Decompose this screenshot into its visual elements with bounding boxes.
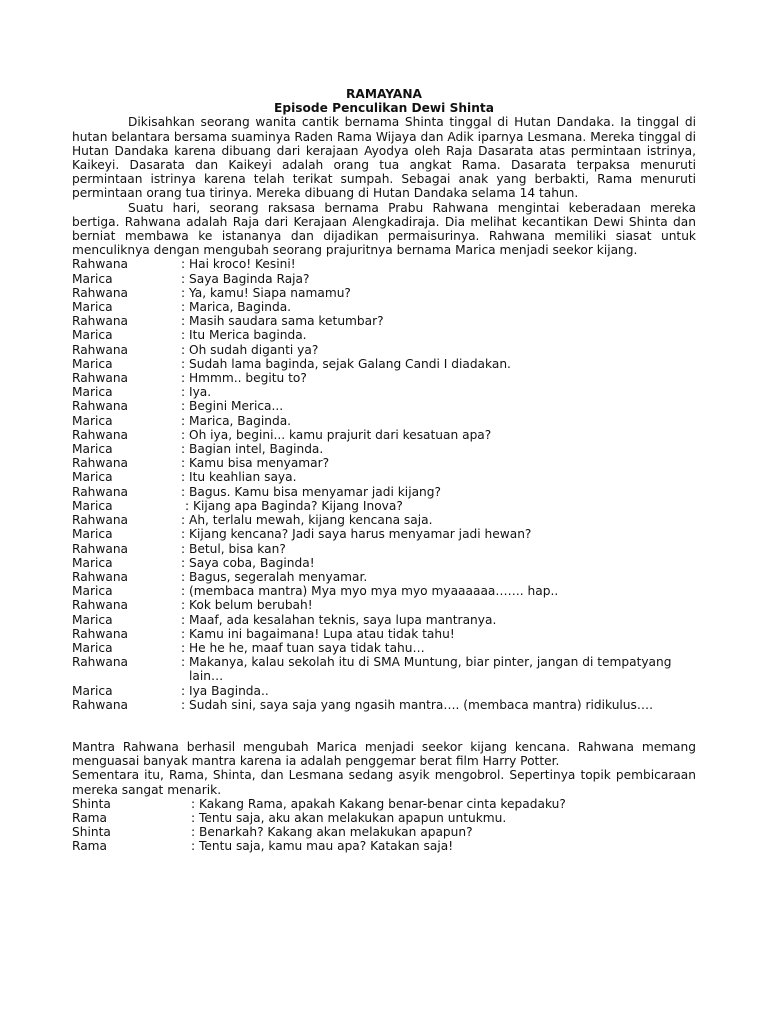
speaker-colon: : (181, 300, 189, 315)
speaker-name: Marica (72, 328, 113, 343)
document-subtitle: Episode Penculikan Dewi Shinta (274, 101, 494, 116)
speaker-colon: : (181, 399, 189, 414)
speaker-colon: : (181, 271, 189, 286)
speech-text: Betul, bisa kan? (188, 541, 286, 556)
speech-text: (membaca mantra) Mya myo mya myo myaaaaaa……. hap.. (188, 584, 559, 599)
dialogue-line (72, 556, 696, 570)
speaker-name: Rahwana (72, 626, 129, 641)
dialogue-line (72, 598, 696, 612)
speaker-name: Marica (72, 385, 113, 400)
dialogue-line (72, 542, 696, 556)
speaker-colon: : (181, 470, 189, 485)
speech-text: Maaf, ada kesalahan teknis, saya lupa mantranya. (188, 612, 497, 627)
speaker-name: Rahwana (72, 697, 129, 712)
speaker-colon: : (191, 796, 199, 811)
dialogue-line (72, 286, 696, 300)
speaker-colon: : (181, 328, 189, 343)
speech-text: Kijang kencana? Jadi saya harus menyamar jadi hewan? (188, 527, 532, 542)
speech-text: Sudah lama baginda, sejak Galang Candi I diadakan. (188, 356, 511, 371)
dialogue-line (72, 300, 696, 314)
speech-text: Begini Merica... (188, 399, 284, 414)
speaker-colon: : (181, 569, 189, 584)
dialogue-rahwana-marica (72, 257, 696, 712)
dialogue-line (72, 627, 696, 641)
speaker-colon: : (181, 683, 189, 698)
speaker-name: Rahwana (72, 655, 129, 670)
dialogue-line (72, 570, 696, 584)
intro-paragraph-2: Suatu hari, seorang raksasa bernama Prabu Rahwana mengintai keberadaan mereka bertiga. Rahwana adalah Raja dari Kerajaan Alengkadiraja. Dia melihat kecantikan Dewi Shinta dan berniat membawa ke istananya dan dijadikan permaisurinya. Rahwana memiliki siasat untuk menculiknya dengan mengubah seorang prajuritnya bernama Marica menjadi seekor kijang. (72, 200, 696, 258)
speech-text: Saya coba, Baginda! (188, 555, 315, 570)
dialogue-line (72, 442, 696, 456)
speech-text: Bagian intel, Baginda. (188, 442, 324, 457)
speaker-name: Shinta (72, 825, 111, 840)
speaker-name: Rama (72, 810, 108, 825)
speaker-name: Marica (72, 300, 113, 315)
speaker-name: Shinta (72, 796, 111, 811)
dialogue-line (72, 456, 696, 470)
speaker-colon: : (181, 555, 189, 570)
speaker-name: Marica (72, 413, 113, 428)
speaker-name: Rahwana (72, 257, 129, 272)
dialogue-line (72, 343, 696, 357)
dialogue-line (72, 613, 696, 627)
dialogue-line (72, 470, 696, 484)
speaker-name: Marica (72, 555, 113, 570)
dialogue-line (72, 357, 696, 371)
speaker-name: Rahwana (72, 399, 129, 414)
speaker-name: Rahwana (72, 513, 129, 528)
speaker-name: Rahwana (72, 371, 129, 386)
dialogue-line (72, 797, 696, 811)
dialogue-line (72, 385, 696, 399)
dialogue-line (72, 328, 696, 342)
speaker-colon: : (181, 527, 189, 542)
speech-text: Kamu bisa menyamar? (188, 456, 330, 471)
speech-text: Iya. (188, 385, 212, 400)
speaker-colon: : (181, 342, 189, 357)
speaker-colon: : (181, 655, 189, 670)
speech-text: Oh sudah diganti ya? (188, 342, 319, 357)
dialogue-line (72, 371, 696, 385)
speech-text: Tentu saja, aku akan melakukan apapun untukmu. (198, 810, 507, 825)
speaker-name: Rama (72, 839, 108, 854)
speaker-colon: : (181, 427, 189, 442)
document-title: RAMAYANA (346, 87, 422, 101)
speaker-name: Rahwana (72, 541, 129, 556)
speech-text: Benarkah? Kakang akan melakukan apapun? (198, 825, 473, 840)
speaker-name: Marica (72, 442, 113, 457)
dialogue-line (72, 641, 696, 655)
speech-text: Oh iya, begini... kamu prajurit dari kesatuan apa? (188, 427, 492, 442)
speaker-name: Marica (72, 498, 113, 513)
speaker-name: Marica (72, 271, 113, 286)
dialogue-line (72, 428, 696, 442)
dialogue-line (72, 825, 696, 839)
speaker-colon: : (181, 356, 189, 371)
speaker-colon: : (181, 285, 189, 300)
dialogue-line (72, 499, 696, 513)
speech-text: Saya Baginda Raja? (188, 271, 310, 286)
speech-text: Kijang apa Baginda? Kijang Inova? (192, 498, 403, 513)
speech-text: Kakang Rama, apakah Kakang benar-benar cinta kepadaku? (198, 796, 566, 811)
speech-text: Marica, Baginda. (188, 413, 292, 428)
speech-text: Tentu saja, kamu mau apa? Katakan saja! (198, 839, 454, 854)
narration-paragraph-1: Mantra Rahwana berhasil mengubah Marica menjadi seekor kijang kencana. Rahwana memang menguasai banyak mantra karena ia adalah penggemar berat film Harry Potter. (72, 739, 696, 769)
speaker-colon: : (181, 584, 189, 599)
speaker-colon: : (181, 385, 189, 400)
dialogue-shinta-rama (72, 797, 696, 854)
speaker-colon: : (181, 456, 189, 471)
dialogue-line (72, 513, 696, 527)
speaker-colon: : (191, 825, 199, 840)
speaker-colon: : (181, 598, 189, 613)
speech-text: Makanya, kalau sekolah itu di SMA Muntung, biar pinter, jangan di tempatyang lain… (188, 655, 672, 684)
speaker-name: Marica (72, 584, 113, 599)
speaker-name: Rahwana (72, 342, 129, 357)
dialogue-line (72, 314, 696, 328)
speaker-colon: : (181, 257, 189, 272)
intro-paragraph-1: Dikisahkan seorang wanita cantik bernama Shinta tinggal di Hutan Dandaka. Ia tinggal di hutan belantara bersama suaminya Raden Rama Wijaya dan Adik iparnya Lesmana. Mereka tinggal di Hutan Dandaka karena dibuang dari kerajaan Ayodya oleh Raja Dasarata atas permintaan istrinya, Kaikeyi. Dasarata dan Kaikeyi adalah orang tua angkat Rama. Dasarata terpaksa menuruti permintaan istrinya karena telah terikat sumpah. Sebagai anak yang berbakti, Rama menuruti permintaan orang tua tirinya. Mereka dibuang di Hutan Dandaka selama 14 tahun. (72, 115, 696, 201)
speech-text: Ya, kamu! Siapa namamu? (188, 285, 351, 300)
speaker-name: Marica (72, 356, 113, 371)
speaker-name: Marica (72, 683, 113, 698)
speech-text: Itu keahlian saya. (188, 470, 297, 485)
speech-text: Sudah sini, saya saja yang ngasih mantra…. (membaca mantra) ridikulus…. (188, 697, 653, 712)
dialogue-line (72, 584, 696, 598)
speech-text: Bagus. Kamu bisa menyamar jadi kijang? (188, 484, 441, 499)
dialogue-line (72, 527, 696, 541)
speech-text: Hmmm.. begitu to? (188, 371, 307, 386)
speaker-colon: : (181, 626, 189, 641)
speaker-colon: : (191, 810, 199, 825)
speaker-colon: : (181, 541, 189, 556)
speaker-name: Rahwana (72, 484, 129, 499)
dialogue-line (72, 257, 696, 271)
speaker-name: Rahwana (72, 285, 129, 300)
speaker-colon: : (181, 442, 189, 457)
narration-paragraph-2: Sementara itu, Rama, Shinta, dan Lesmana sedang asyik mengobrol. Sepertinya topik pembicaraan mereka sangat menarik. (72, 768, 696, 797)
dialogue-line (72, 485, 696, 499)
speech-text: Ah, terlalu mewah, kijang kencana saja. (188, 513, 433, 528)
dialogue-line (72, 811, 696, 825)
spacer (72, 712, 696, 740)
speaker-name: Rahwana (72, 314, 129, 329)
speech-text: Iya Baginda.. (188, 683, 269, 698)
speech-text: Masih saudara sama ketumbar? (188, 314, 384, 329)
speech-text: Hai kroco! Kesini! (188, 257, 296, 272)
speaker-name: Marica (72, 470, 113, 485)
speaker-name: Marica (72, 612, 113, 627)
dialogue-line (72, 399, 696, 413)
speaker-name: Rahwana (72, 456, 129, 471)
speaker-colon: : (185, 498, 193, 513)
speech-text: Kok belum berubah! (188, 598, 313, 613)
speech-text: He he he, maaf tuan saya tidak tahu… (188, 640, 425, 655)
speaker-colon: : (181, 697, 189, 712)
speaker-name: Rahwana (72, 427, 129, 442)
speaker-colon: : (181, 413, 189, 428)
speech-text: Kamu ini bagaimana! Lupa atau tidak tahu! (188, 626, 455, 641)
speaker-name: Marica (72, 640, 113, 655)
speech-text: Marica, Baginda. (188, 300, 292, 315)
speaker-colon: : (181, 484, 189, 499)
speaker-name: Marica (72, 527, 113, 542)
speaker-colon: : (181, 314, 189, 329)
speaker-name: Rahwana (72, 569, 129, 584)
speaker-colon: : (181, 371, 189, 386)
dialogue-line (72, 272, 696, 286)
dialogue-line (72, 684, 696, 698)
dialogue-line (72, 839, 696, 853)
speaker-name: Rahwana (72, 598, 129, 613)
speech-text: Itu Merica baginda. (188, 328, 307, 343)
speaker-colon: : (181, 640, 189, 655)
dialogue-line (72, 698, 696, 712)
dialogue-line (72, 414, 696, 428)
speech-text: Bagus, segeralah menyamar. (188, 569, 368, 584)
dialogue-line (72, 655, 696, 683)
speaker-colon: : (191, 839, 199, 854)
speaker-colon: : (181, 513, 189, 528)
speaker-colon: : (181, 612, 189, 627)
